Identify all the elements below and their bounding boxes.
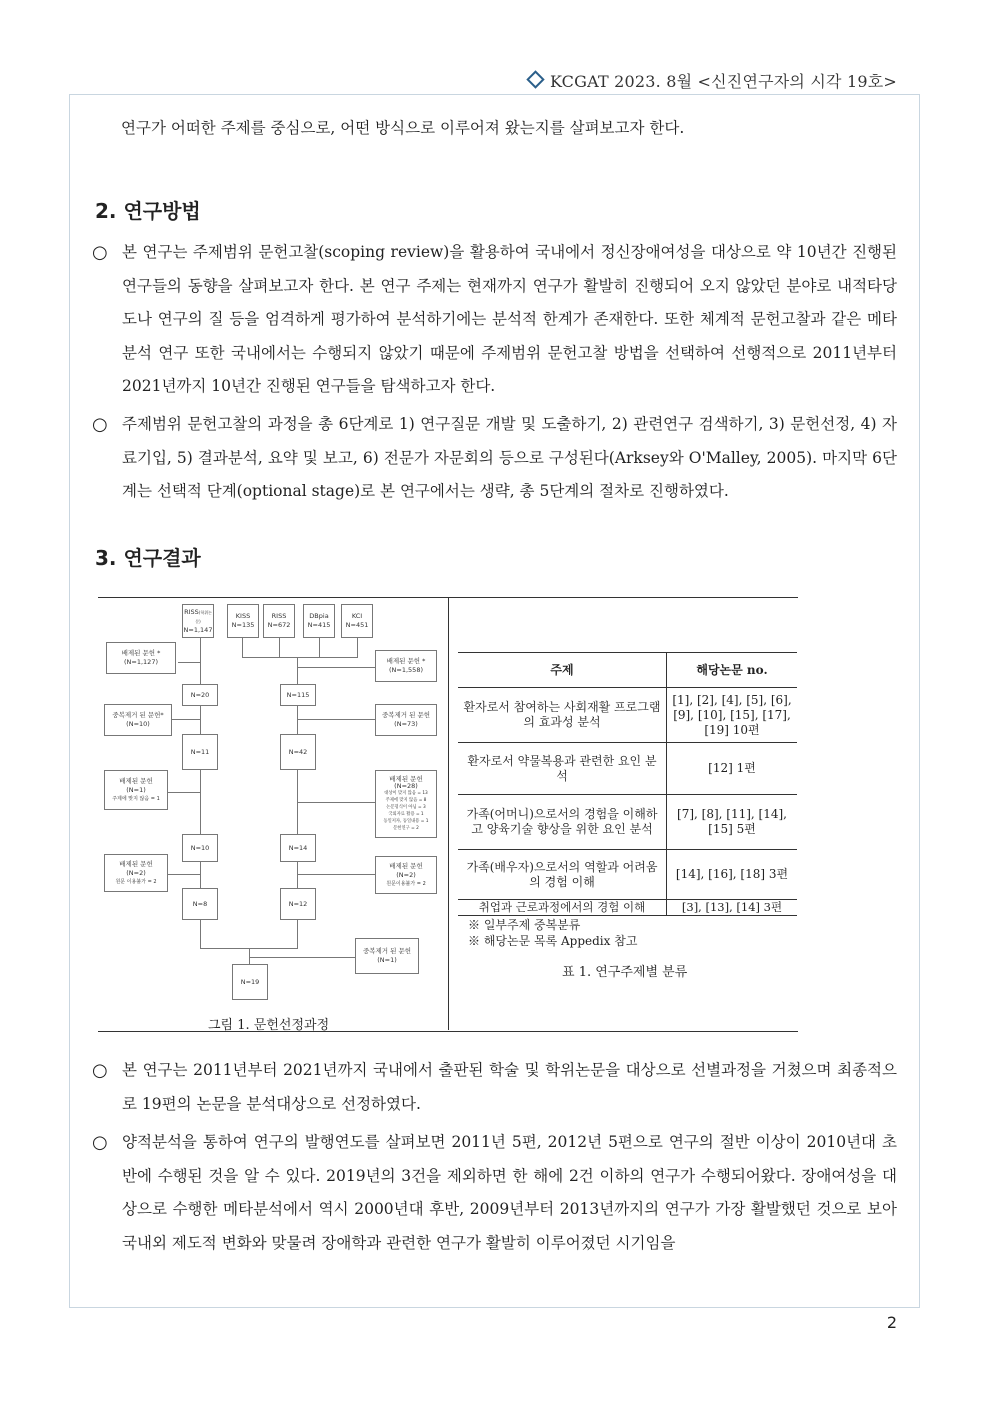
section2-bullet-2 bbox=[92, 408, 897, 509]
connector bbox=[249, 948, 250, 964]
box-detail: 문헌연구 = 2 bbox=[393, 826, 419, 831]
table-note: ※ 일부주제 중복분류 bbox=[468, 918, 581, 932]
connector bbox=[297, 706, 298, 734]
table-header-row bbox=[458, 653, 797, 688]
flowchart bbox=[100, 602, 445, 1012]
db-name: KCI bbox=[351, 612, 363, 620]
table-caption: 표 1. 연구주제별 분류 bbox=[562, 965, 688, 980]
box-count: (N=73) bbox=[394, 720, 418, 728]
excluded-box bbox=[375, 650, 437, 682]
connector bbox=[297, 874, 375, 875]
db-count: N=135 bbox=[231, 621, 255, 629]
page-header bbox=[529, 69, 897, 92]
table-row bbox=[458, 795, 797, 850]
final-count-box: N=19 bbox=[232, 964, 268, 1000]
bullet-text: 본 연구는 2011년부터 2021년까지 국내에서 출판된 학술 및 학위논문을 대상으로 선별과정을 거쳤으며 최종적으로 19편의 논문을 분석대상으로 선정하였다. bbox=[122, 1061, 897, 1113]
connector bbox=[297, 719, 375, 720]
intro-line: 연구가 어떠한 주제를 중심으로, 어떤 방식으로 이루어져 왔는지를 살펴보고자 한다. bbox=[121, 119, 685, 137]
box-detail: 국외자료 활용 = 1 bbox=[388, 812, 424, 817]
table-note: ※ 해당논문 목록 Appedix 참고 bbox=[468, 934, 638, 948]
db-count: N=451 bbox=[345, 621, 369, 629]
header-text: KCGAT 2023. 8월 <신진연구자의 시각 19호> bbox=[549, 72, 897, 91]
box-count: (N=1,127) bbox=[124, 658, 158, 666]
excluded-box bbox=[375, 770, 437, 838]
box-detail: 주제에 맞지 않음 = 8 bbox=[385, 798, 427, 803]
connector bbox=[297, 862, 298, 888]
db-name: DBpia bbox=[309, 612, 329, 620]
db-count: N=1,147 bbox=[183, 625, 213, 634]
connector bbox=[200, 770, 201, 834]
box-title: 배제된 문헌 bbox=[389, 775, 423, 783]
count-box: N=11 bbox=[182, 734, 218, 770]
db-name: RISS bbox=[271, 612, 287, 620]
box-detail: 동일저자, 동일내용 = 1 bbox=[383, 819, 429, 824]
db-box bbox=[341, 604, 373, 638]
db-box bbox=[303, 604, 335, 638]
connector bbox=[357, 638, 358, 657]
connector bbox=[168, 792, 201, 793]
table-row bbox=[458, 850, 797, 900]
box-detail: 원문 이용불가 = 2 bbox=[115, 878, 157, 885]
excluded-box bbox=[104, 770, 168, 810]
table-row bbox=[458, 743, 797, 795]
table-cell: [7], [8], [11], [14], [15] 5편 bbox=[667, 795, 798, 850]
connector bbox=[178, 662, 201, 663]
connector bbox=[297, 802, 375, 803]
excluded-box bbox=[106, 642, 176, 674]
connector bbox=[249, 957, 355, 958]
box-count: (N=1) bbox=[126, 785, 146, 794]
table-row bbox=[458, 688, 797, 743]
connector bbox=[297, 920, 298, 948]
count-box: N=20 bbox=[182, 684, 218, 706]
bullet-text: 주제범위 문헌고찰의 과정을 총 6단계로 1) 연구질문 개발 및 도출하기, 2) 관련연구 검색하기, 3) 문헌선정, 4) 자료기입, 5) 결과분석, 요약 및 보고, 6) 전문가 자문회의 등으로 구성된다(Arksey와 O'Malley, 2005). 마지막 6단계는 선택적 단계(optional stage)로 본 연구에서는 생략, 총 5단계의 절차로 진행하였다. bbox=[122, 415, 897, 500]
connector bbox=[172, 719, 201, 720]
table-cell: 환자로서 참여하는 사회재활 프로그램의 효과성 분석 bbox=[458, 688, 667, 743]
box-title: 배제된 문헌 bbox=[119, 776, 153, 785]
box-title: 배제된 문헌 bbox=[389, 861, 423, 870]
box-count: (N=1,558) bbox=[389, 666, 423, 674]
box-count: (N=10) bbox=[126, 720, 150, 728]
table-cell: [12] 1편 bbox=[667, 743, 798, 795]
table-cell: 환자로서 약물복용과 관련한 요인 분석 bbox=[458, 743, 667, 795]
figure-divider bbox=[448, 597, 449, 1030]
table-header-cell: 주제 bbox=[458, 653, 667, 688]
table-row bbox=[458, 900, 797, 916]
connector bbox=[200, 706, 201, 734]
figure-caption: 그림 1. 문헌선정과정 bbox=[208, 1018, 330, 1033]
connector bbox=[242, 657, 358, 658]
count-box: N=42 bbox=[280, 734, 316, 770]
topic-table bbox=[458, 652, 797, 916]
duplicate-box bbox=[355, 938, 419, 974]
count-box: N=115 bbox=[280, 684, 316, 706]
circle-bullet-icon: ○ bbox=[92, 1060, 108, 1081]
db-count: N=672 bbox=[267, 621, 291, 629]
connector bbox=[200, 920, 201, 948]
box-count: (N=1) bbox=[377, 956, 397, 964]
box-title: 배제된 문헌 bbox=[119, 859, 153, 868]
section3-bullet-1 bbox=[92, 1054, 897, 1121]
circle-bullet-icon: ○ bbox=[92, 1132, 108, 1153]
box-detail: 원문이용불가 = 2 bbox=[386, 880, 426, 887]
box-detail: 대상이 맞지 않음 = 13 bbox=[384, 791, 428, 796]
excluded-box bbox=[104, 854, 168, 892]
circle-bullet-icon: ○ bbox=[92, 414, 108, 435]
table-cell: [1], [2], [4], [5], [6], [9], [10], [15], [17], [19] 10편 bbox=[667, 688, 798, 743]
box-title: 중복제거 된 문헌 bbox=[381, 711, 431, 719]
table-cell: 가족(배우자)으로서의 역할과 어려움의 경험 이해 bbox=[458, 850, 667, 900]
page-number: 2 bbox=[886, 1313, 897, 1332]
db-box bbox=[182, 604, 214, 638]
count-box: N=10 bbox=[182, 834, 218, 862]
box-title: 중복제거 된 문헌* bbox=[112, 711, 164, 719]
box-count: (N=28) bbox=[394, 782, 418, 790]
table-header-cell: 해당논문 no. bbox=[667, 653, 798, 688]
connector bbox=[319, 638, 320, 657]
section3-bullet-2 bbox=[92, 1126, 897, 1260]
table-cell: [3], [13], [14] 3편 bbox=[667, 900, 798, 916]
box-title: 배제된 문헌 * bbox=[386, 657, 426, 665]
box-detail: 주제에 맞지 않음 = 1 bbox=[112, 795, 160, 802]
table-notes bbox=[468, 917, 637, 949]
db-count: N=415 bbox=[307, 621, 331, 629]
connector bbox=[279, 638, 280, 657]
connector bbox=[200, 638, 201, 684]
connector bbox=[297, 667, 375, 668]
connector bbox=[168, 874, 201, 875]
section2-title: 2. 연구방법 bbox=[95, 199, 201, 223]
box-detail: 논문형식이 아님 = 3 bbox=[386, 805, 426, 810]
box-title: 중복제거 된 문헌 bbox=[362, 947, 412, 955]
box-count: (N=2) bbox=[126, 868, 146, 877]
db-name: KISS bbox=[235, 612, 251, 620]
duplicate-box bbox=[375, 704, 437, 736]
db-box bbox=[263, 604, 295, 638]
db-sub: (학위논문) bbox=[195, 609, 212, 624]
duplicate-box bbox=[104, 704, 172, 736]
circle-bullet-icon: ○ bbox=[92, 242, 108, 263]
box-title: 배제된 문헌 * bbox=[121, 649, 161, 657]
db-box bbox=[227, 604, 259, 638]
table-cell: [14], [16], [18] 3편 bbox=[667, 850, 798, 900]
diamond-icon bbox=[526, 70, 544, 88]
connector bbox=[200, 862, 201, 888]
connector bbox=[242, 638, 243, 657]
count-box: N=14 bbox=[280, 834, 316, 862]
bullet-text: 본 연구는 주제범위 문헌고찰(scoping review)을 활용하여 국내에서 정신장애여성을 대상으로 약 10년간 진행된 연구들의 동향을 살펴보고자 한다. 본 연구 주제는 현재까지 연구가 활발히 진행되어 오지 않았던 분야로 내적타당도나 연구의 질 등을 엄격하게 평가하여 분석하기에는 분석적 한계가 존재한다. 또한 체계적 문헌고찰과 같은 메타분석 연구 또한 국내에서는 수행되지 않았기 때문에 주제범위 문헌고찰 방법을 선택하여 선행적으로 2011년부터 2021년까지 10년간 진행된 연구들을 탐색하고자 한다. bbox=[122, 243, 897, 395]
count-box: N=8 bbox=[182, 888, 218, 920]
table-cell: 취업과 근로과정에서의 경험 이해 bbox=[458, 900, 667, 916]
box-count: (N=2) bbox=[396, 870, 416, 879]
connector bbox=[297, 657, 298, 684]
count-box: N=12 bbox=[280, 888, 316, 920]
excluded-box bbox=[375, 856, 437, 894]
db-name: RISS bbox=[184, 607, 199, 616]
section3-title: 3. 연구결과 bbox=[95, 546, 201, 570]
section2-bullet-1 bbox=[92, 236, 897, 404]
bullet-text: 양적분석을 통하여 연구의 발행연도를 살펴보면 2011년 5편, 2012년 5편으로 연구의 절반 이상이 2010년대 초반에 수행된 것을 알 수 있다. 2019년의 3건을 제외하면 한 해에 2건 이하의 연구가 수행되어왔다. 장애여성을 대상으로 수행한 메타분석에서 역시 2000년대 후반, 2009년부터 2013년까지의 연구가 가장 활발했던 것으로 보아 국내외 제도적 변화와 맞물려 장애학과 관련한 연구가 활발히 이루어졌던 시기임을 bbox=[122, 1133, 897, 1252]
table-cell: 가족(어머니)으로서의 경험을 이해하고 양육기술 향상을 위한 요인 분석 bbox=[458, 795, 667, 850]
